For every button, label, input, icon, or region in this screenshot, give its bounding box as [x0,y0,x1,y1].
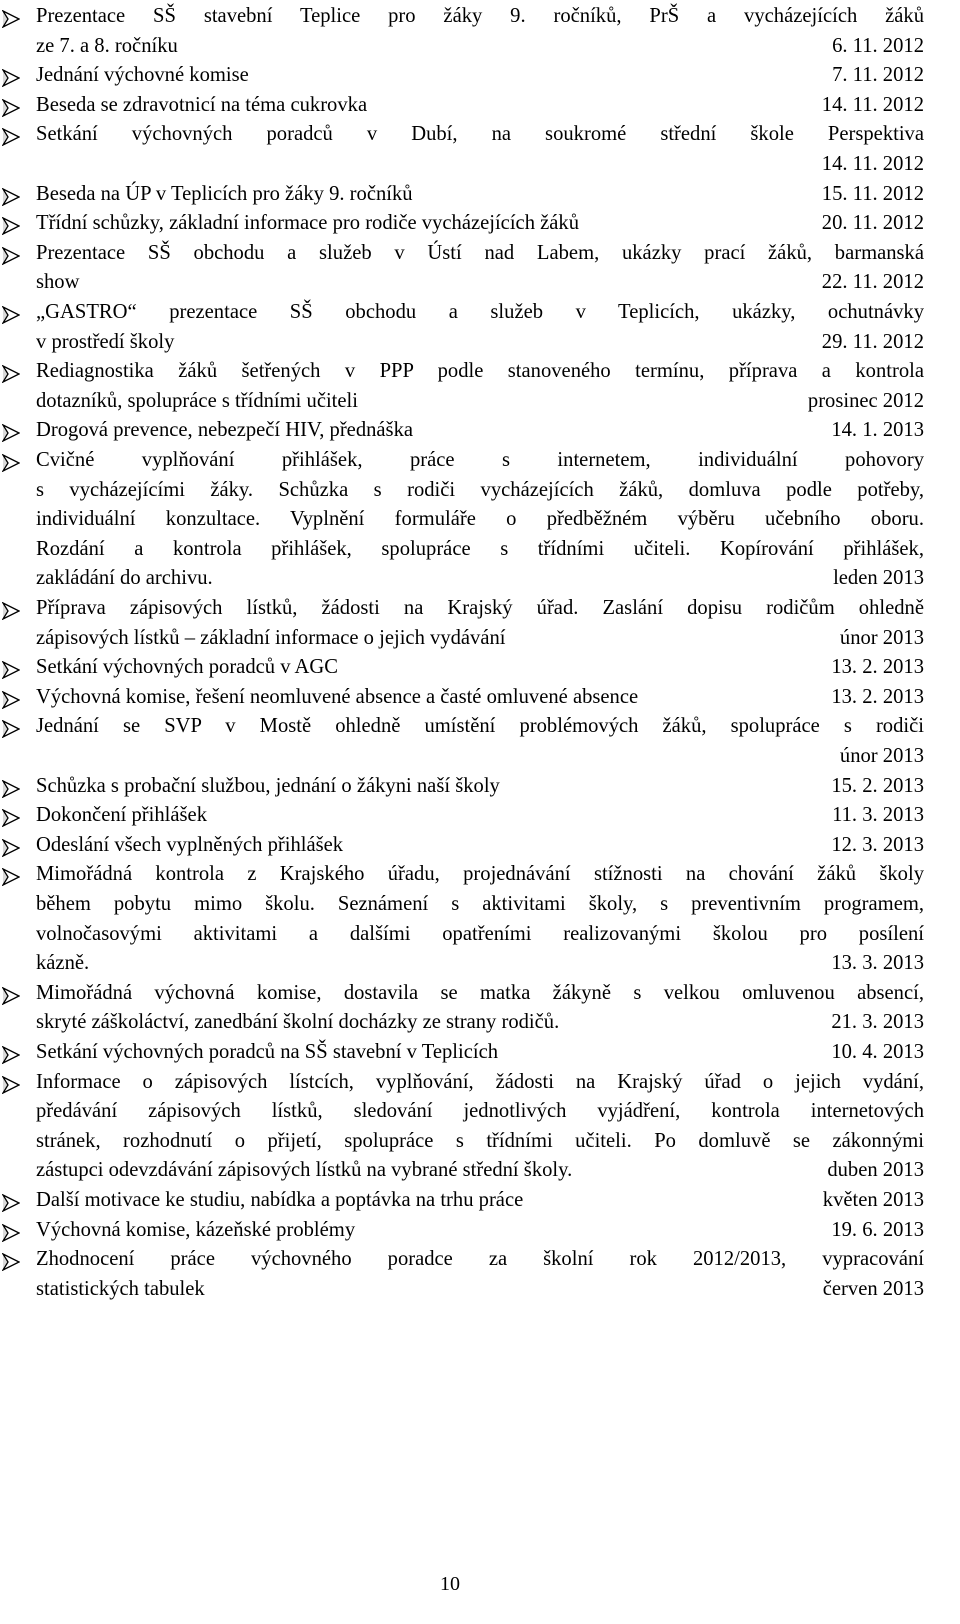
list-item [36,298,924,357]
item-date: 19. 6. 2013 [831,1218,924,1241]
arrow-bullet-icon [2,720,20,738]
item-text-line: Další motivace ke studiu, nabídka a poptávka na trhu práce [36,1189,524,1211]
item-text-line: s vycházejícími žáky. Schůzka s rodiči vycházejících žáků, domluva podle potřeby, [36,478,924,501]
item-text-line: kázně. [36,952,90,975]
item-date: 13. 2. 2013 [831,685,924,708]
list-item [36,446,924,594]
arrow-bullet-icon [2,128,20,146]
list-item [36,61,924,91]
list-item [36,91,924,121]
arrow-bullet-icon [2,217,20,235]
item-text-line: Výchovná komise, řešení neomluvené absence a časté omluvené absence [36,685,639,708]
arrow-bullet-icon [2,99,20,117]
item-text-line: skryté záškoláctví, zanedbání školní docházky ze strany rodičů. [36,1011,560,1034]
item-date: prosinec 2012 [807,389,924,412]
item-date: 21. 3. 2013 [831,1011,924,1034]
item-text-line: stránek, rozhodnutí o přijetí, spolupráce s třídními učiteli. Po domluvě se zákonnými [36,1129,924,1152]
item-text-line: ze 7. a 8. ročníku [36,34,178,57]
item-text-line: Cvičné vyplňování přihlášek, práce s internetem, individuální pohovory [36,449,924,471]
item-text-line: Rediagnostika žáků šetřených v PPP podle stanoveného termínu, příprava a kontrola [36,360,924,383]
item-date: únor 2013 [839,626,924,649]
list-item [36,239,924,298]
item-text-line: zápisových lístků – základní informace o jejich vydávání [36,626,506,649]
list-item [36,594,924,653]
arrow-bullet-icon [2,365,20,383]
item-text-line: během pobytu mimo školu. Seznámení s aktivitami školy, s preventivním programem, [36,892,924,915]
item-date: 14. 11. 2012 [821,93,924,116]
arrow-bullet-icon [2,780,20,798]
item-text-line: statistických tabulek [36,1277,205,1300]
item-text-line: Zhodnocení práce výchovného poradce za školní rok 2012/2013, vypracování [36,1248,924,1271]
item-text-line: předávání zápisových lístků, sledování jednotlivých vyjádření, kontrola internetových [36,1100,924,1123]
item-text-line: Beseda na ÚP v Teplicích pro žáky 9. ročníků [36,182,413,205]
arrow-bullet-icon [2,1194,20,1212]
arrow-bullet-icon [2,1224,20,1242]
list-item [36,801,924,831]
item-text-line: Dokončení přihlášek [36,804,207,827]
arrow-bullet-icon [2,987,20,1005]
list-item [36,2,924,61]
list-item [36,1245,924,1304]
item-text-line: zástupci odevzdávání zápisových lístků na vybrané střední školy. [36,1159,573,1182]
item-text-line: Jednání výchovné komise [36,64,249,87]
list-item [36,180,924,210]
arrow-bullet-icon [2,10,20,28]
item-text-line: Informace o zápisových lístcích, vyplňování, žádosti na Krajský úřad o jejich vydání, [36,1070,924,1093]
arrow-bullet-icon [2,424,20,442]
arrow-bullet-icon [2,602,20,620]
list-item [36,357,924,416]
arrow-bullet-icon [2,1046,20,1064]
arrow-bullet-icon [2,454,20,472]
list-item [36,1068,924,1186]
item-text-line: Drogová prevence, nebezpečí HIV, přednáška [36,419,414,442]
item-date: 6. 11. 2012 [832,34,924,57]
item-text-line: Třídní schůzky, základní informace pro rodiče vycházejících žáků [36,212,580,235]
list-item [36,209,924,239]
item-text-line: show [36,271,80,294]
item-text-line: Odeslání všech vyplněných přihlášek [36,833,344,856]
item-date: 11. 3. 2013 [832,804,924,827]
item-date: leden 2013 [833,567,924,590]
arrow-bullet-icon [2,809,20,827]
item-date: 22. 11. 2012 [821,271,924,294]
arrow-bullet-icon [2,661,20,679]
item-text-line: Rozdání a kontrola přihlášek, spolupráce s třídními učiteli. Kopírování přihlášek, [36,537,924,560]
item-date: duben 2013 [827,1159,924,1182]
list-item [36,416,924,446]
arrow-bullet-icon [2,1253,20,1271]
item-text-line: Příprava zápisových lístků, žádosti na Krajský úřad. Zaslání dopisu rodičům ohledně [36,597,924,619]
item-text-line: „GASTRO“ prezentace SŠ obchodu a služeb v Teplicích, ukázky, ochutnávky [36,301,924,323]
item-date: 20. 11. 2012 [821,212,924,235]
item-text-line: Mimořádná výchovná komise, dostavila se matka žákyně s velkou omluvenou absencí, [36,981,924,1004]
item-text-line: zakládání do archivu. [36,567,213,590]
item-date: 15. 11. 2012 [821,182,924,205]
list-item [36,683,924,713]
list-item [36,1216,924,1246]
list-item [36,831,924,861]
item-text-line: dotazníků, spolupráce s třídními učiteli [36,389,358,412]
item-date: 7. 11. 2012 [832,64,924,87]
item-text-line: individuální konzultace. Vyplnění formuláře o předběžném výběru učebního oboru. [36,508,924,531]
page-number: 10 [440,1573,460,1595]
item-text-line: Schůzka s probační službou, jednání o žákyni naší školy [36,774,500,797]
item-text-line: Výchovná komise, kázeňské problémy [36,1218,356,1241]
list-item [36,712,924,771]
item-date: 13. 3. 2013 [831,952,924,975]
arrow-bullet-icon [2,188,20,206]
item-date: květen 2013 [822,1189,924,1211]
list-item [36,979,924,1038]
item-date: 14. 1. 2013 [831,419,924,442]
item-date: 15. 2. 2013 [831,774,924,797]
item-text-line: Mimořádná kontrola z Krajského úřadu, projednávání stížnosti na chování žáků školy [36,863,924,886]
item-date: 14. 11. 2012 [821,152,924,175]
arrow-bullet-icon [2,691,20,709]
list-item [36,1038,924,1068]
item-text-line: v prostředí školy [36,330,175,353]
arrow-bullet-icon [2,69,20,87]
item-date: 29. 11. 2012 [821,330,924,353]
item-date: 10. 4. 2013 [831,1041,924,1063]
arrow-bullet-icon [2,1076,20,1094]
item-text-line: Setkání výchovných poradců na SŠ stavební v Teplicích [36,1041,499,1063]
item-text-line: Setkání výchovných poradců v AGC [36,656,338,679]
item-text-line: volnočasovými aktivitami a dalšími opatřeními realizovanými školou pro posílení [36,922,924,945]
item-text-line: Jednání se SVP v Mostě ohledně umístění problémových žáků, spolupráce s rodiči [36,715,924,738]
arrow-bullet-icon [2,306,20,324]
item-date: 12. 3. 2013 [831,833,924,856]
list-item [36,120,924,179]
list-item [36,653,924,683]
item-text-line: Prezentace SŠ obchodu a služeb v Ústí nad Labem, ukázky prací žáků, barmanská [36,241,924,264]
item-text-line: Setkání výchovných poradců v Dubí, na soukromé střední škole Perspektiva [36,123,924,146]
arrow-bullet-icon [2,839,20,857]
arrow-bullet-icon [2,868,20,886]
list-item [36,772,924,802]
item-date: červen 2013 [822,1277,924,1300]
item-text-line: Beseda se zdravotnicí na téma cukrovka [36,93,368,116]
item-date: únor 2013 [839,744,924,767]
list-item [36,860,924,978]
item-date: 13. 2. 2013 [831,656,924,679]
arrow-bullet-icon [2,247,20,265]
list-item [36,1186,924,1216]
item-text-line: Prezentace SŠ stavební Teplice pro žáky 9. ročníků, PrŠ a vycházejících žáků [36,5,924,27]
